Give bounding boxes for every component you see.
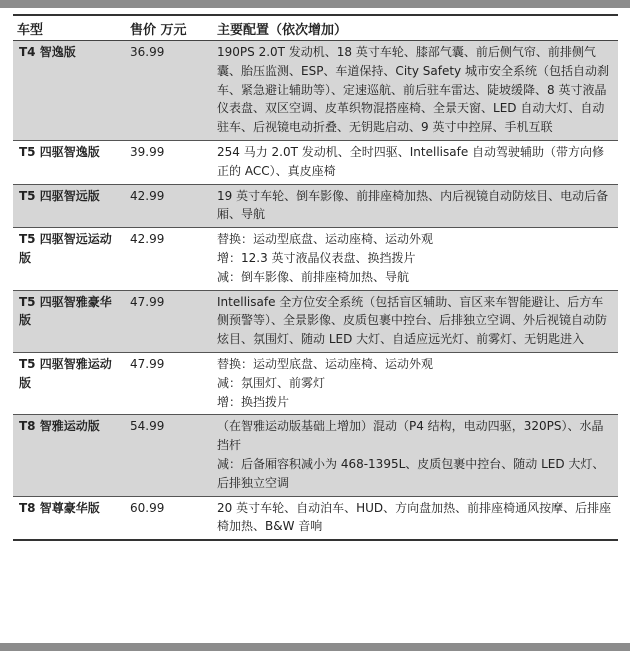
table-row (13, 140, 618, 184)
row-config: 190PS 2.0T 发动机、18 英寸车轮、膝部气囊、前后侧气帘、前排侧气囊、胎压监测、ESP、车道保持、City Safety 城市安全系统（包括自动刹车、紧急避让辅助等）、定速巡航、前后驻车雷达、陡坡缓降、8 英寸液晶仪表盘、双区空调、皮革织物混搭座椅、全景天窗、LED 自动大灯、自动驻车、后视镜电动折叠、无钥匙启动、9 英寸中控屏、手机互联 (213, 41, 618, 141)
table-row (13, 352, 618, 414)
row-model: T5 四驱智远版 (13, 184, 126, 228)
row-model: T4 智逸版 (13, 41, 126, 141)
config-line: 增：换挡拨片 (217, 394, 290, 409)
header-config: 主要配置（依次增加） (213, 15, 618, 41)
header-row (13, 15, 618, 41)
row-model: T5 四驱智逸版 (13, 140, 126, 184)
row-config (213, 415, 618, 496)
header-price: 售价 万元 (126, 15, 213, 41)
config-line: 减：倒车影像、前排座椅加热、导航 (217, 269, 410, 284)
config-line: （在智雅运动版基础上增加）混动（P4 结构，电动四驱，320PS）、水晶挡杆 (217, 419, 604, 453)
config-line: 增：12.3 英寸液晶仪表盘、换挡拨片 (217, 250, 416, 265)
row-model: T5 四驱智远运动版 (13, 228, 126, 290)
header-model: 车型 (13, 15, 126, 41)
row-config (213, 228, 618, 290)
config-line: 减：后备厢容积减小为 468-1395L、皮质包裹中控台、随动 LED 大灯、后排独立空调 (217, 456, 605, 490)
bottom-border-bar (0, 643, 630, 651)
row-config: Intellisafe 全方位安全系统（包括盲区辅助、盲区来车智能避让、后方车侧预警等）、全景影像、皮质包裹中控台、后排独立空调、外后视镜自动防炫目、氛围灯、随动 LED 大灯、自适应远光灯、前雾灯、无钥匙进入 (213, 290, 618, 352)
row-model: T5 四驱智雅运动版 (13, 352, 126, 414)
table-row (13, 228, 618, 290)
row-config (213, 352, 618, 414)
row-config: 20 英寸车轮、自动泊车、HUD、方向盘加热、前排座椅通风按摩、后排座椅加热、B&W 音响 (213, 496, 618, 540)
row-model: T8 智雅运动版 (13, 415, 126, 496)
config-line: 替换：运动型底盘、运动座椅、运动外观 (217, 356, 434, 371)
table-row (13, 41, 618, 141)
row-price: 36.99 (126, 41, 213, 141)
top-border-bar (0, 0, 630, 8)
row-model: T8 智尊豪华版 (13, 496, 126, 540)
row-price: 54.99 (126, 415, 213, 496)
row-price: 42.99 (126, 184, 213, 228)
table-row (13, 415, 618, 496)
row-price: 47.99 (126, 352, 213, 414)
table-row (13, 290, 618, 352)
table-row (13, 184, 618, 228)
row-price: 60.99 (126, 496, 213, 540)
row-model: T5 四驱智雅豪华版 (13, 290, 126, 352)
config-line: 减：氛围灯、前雾灯 (217, 375, 326, 390)
row-price: 42.99 (126, 228, 213, 290)
row-config: 19 英寸车轮、倒车影像、前排座椅加热、内后视镜自动防炫目、电动后备厢、导航 (213, 184, 618, 228)
config-line: 替换：运动型底盘、运动座椅、运动外观 (217, 232, 434, 247)
row-price: 47.99 (126, 290, 213, 352)
table-row (13, 496, 618, 540)
row-price: 39.99 (126, 140, 213, 184)
spec-table (13, 14, 618, 541)
row-config: 254 马力 2.0T 发动机、全时四驱、Intellisafe 自动驾驶辅助（带方向修正的 ACC）、真皮座椅 (213, 140, 618, 184)
